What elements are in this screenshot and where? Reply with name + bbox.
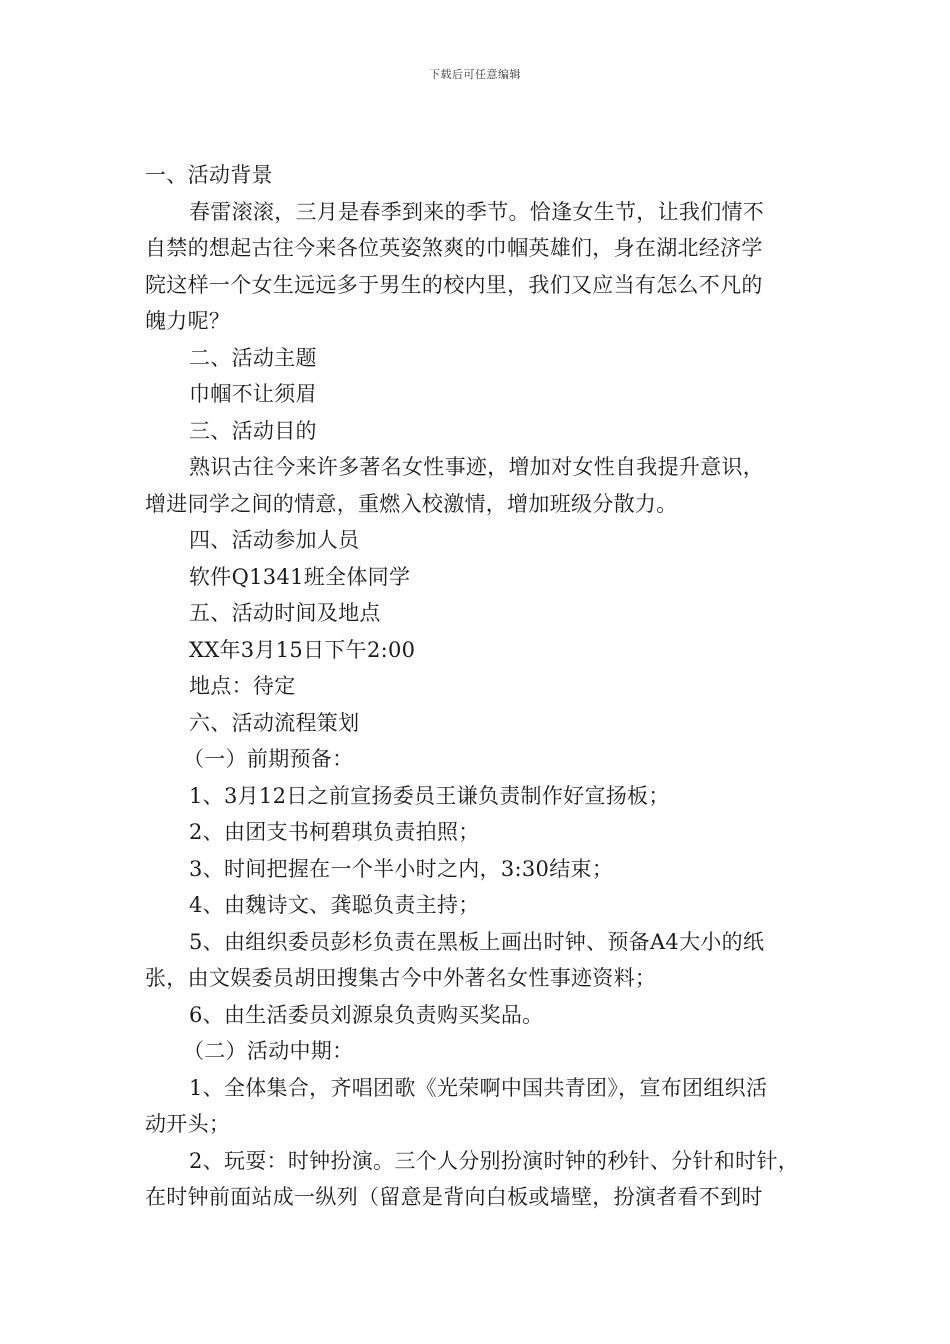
paragraph-line: 1、全体集合，齐唱团歌《光荣啊中国共青团》，宣布团组织活 [189,1075,768,1100]
paragraph-line: 四、活动参加人员 [189,528,360,552]
paragraph-line: 六、活动流程策划 [189,710,360,735]
paragraph-line: （二）活动中期： [183,1039,354,1063]
paragraph-line: 二、活动主题 [189,345,317,370]
paragraph-line: 院这样一个女生远远多于男生的校内里，我们又应当有怎么不凡的 [145,272,763,297]
paragraph-line: 地点：待定 [189,674,296,698]
page-header: 下载后可任意编辑 [429,68,521,81]
document-body [145,157,815,1216]
paragraph-line: 一、活动背景 [145,163,273,187]
paragraph-line: 4、由魏诗文、龚聪负责主持； [189,893,480,917]
paragraph-line: （一）前期预备： [183,747,354,771]
paragraph-line: 熟识古往今来许多著名女性事迹，增加对女性自我提升意识， [189,455,765,479]
paragraph-line: 6、由生活委员刘源泉负责购买奖品。 [189,1002,544,1027]
paragraph-line: 自禁的想起古往今来各位英姿煞爽的巾帼英雄们，身在湖北经济学 [145,236,763,260]
paragraph-line: 3、时间把握在一个半小时之内，3:30结束； [189,856,614,881]
paragraph-line: 软件Q1341班全体同学 [189,564,411,589]
paragraph-line: 1、3月12日之前宣扬委员王谦负责制作好宣扬板； [189,783,670,808]
paragraph-line: 5、由组织委员彭杉负责在黑板上画出时钟、预备A4大小的纸 [189,929,765,954]
paragraph-line: 2、玩耍：时钟扮演。三个人分别扮演时钟的秒针、分针和时针， [189,1148,800,1173]
paragraph-line: 巾帼不让须眉 [189,382,317,406]
paragraph-line: 三、活动目的 [189,418,317,443]
paragraph-line: XX年3月15日下午2:00 [189,637,416,662]
paragraph-line: 动开头； [145,1112,231,1136]
paragraph-line: 2、由团支书柯碧琪负责拍照； [189,820,480,844]
paragraph-line: 张，由文娱委员胡田搜集古今中外著名女性事迹资料； [145,966,657,990]
paragraph-line: 魄力呢？ [145,309,231,333]
paragraph-line: 增进同学之间的情意，重燃入校激情，增加班级分散力。 [145,491,678,516]
paragraph-line: 五、活动时间及地点 [189,601,381,625]
paragraph-line: 在时钟前面站成一纵列（留意是背向白板或墙壁，扮演者看不到时 [145,1185,763,1209]
paragraph-line: 春雷滚滚，三月是春季到来的季节。恰逢女生节，让我们情不 [189,199,765,224]
